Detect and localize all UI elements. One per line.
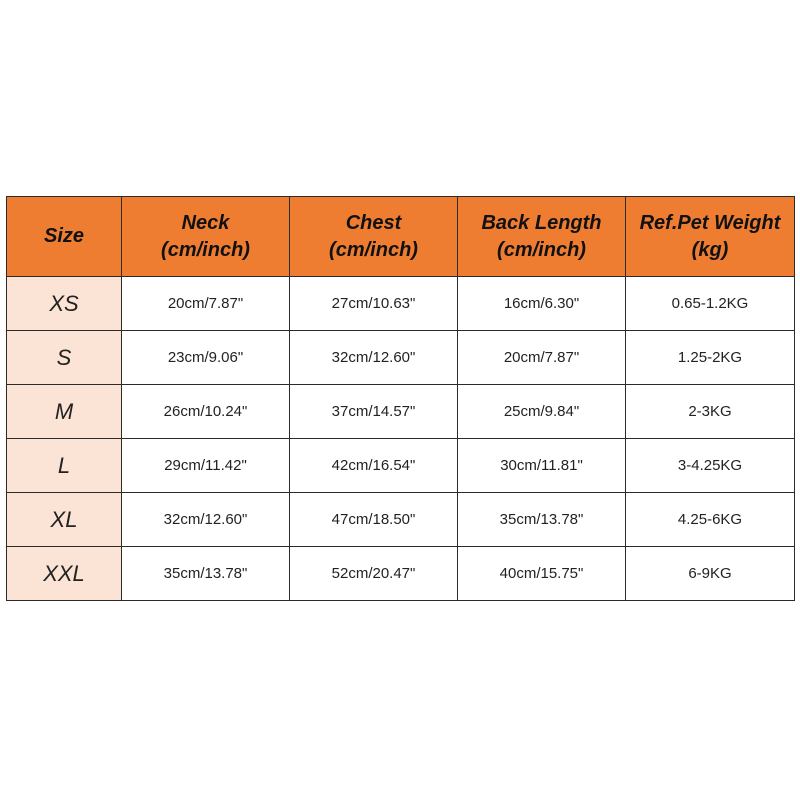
- weight-cell: 1.25-2KG: [626, 331, 795, 385]
- size-cell: XXL: [7, 547, 122, 601]
- header-label: Chest: [345, 211, 402, 234]
- header-unit: (cm/inch): [161, 238, 250, 261]
- header-back-length: [458, 197, 626, 277]
- size-cell: M: [7, 385, 122, 439]
- back-length-cell: 40cm/15.75": [458, 547, 626, 601]
- chest-cell: 52cm/20.47": [290, 547, 458, 601]
- chest-cell: 27cm/10.63": [290, 277, 458, 331]
- size-cell: L: [7, 439, 122, 493]
- neck-cell: 35cm/13.78": [122, 547, 290, 601]
- table-body: [7, 277, 795, 601]
- header-neck: [122, 197, 290, 277]
- weight-cell: 4.25-6KG: [626, 493, 795, 547]
- table-row: [7, 385, 795, 439]
- size-cell: XL: [7, 493, 122, 547]
- header-label: Neck: [181, 211, 230, 234]
- back-length-cell: 20cm/7.87": [458, 331, 626, 385]
- table-row: [7, 493, 795, 547]
- neck-cell: 29cm/11.42": [122, 439, 290, 493]
- chest-cell: 32cm/12.60": [290, 331, 458, 385]
- header-unit: (cm/inch): [497, 238, 586, 261]
- table-row: [7, 439, 795, 493]
- header-unit: (kg): [691, 238, 729, 261]
- table-header: [7, 197, 795, 277]
- neck-cell: 26cm/10.24": [122, 385, 290, 439]
- header-row: [7, 197, 795, 277]
- chest-cell: 37cm/14.57": [290, 385, 458, 439]
- chest-cell: 42cm/16.54": [290, 439, 458, 493]
- weight-cell: 0.65-1.2KG: [626, 277, 795, 331]
- weight-cell: 3-4.25KG: [626, 439, 795, 493]
- table-row: [7, 331, 795, 385]
- table-row: [7, 547, 795, 601]
- header-pet-weight: [626, 197, 795, 277]
- size-chart-table: [6, 196, 795, 601]
- header-unit: (cm/inch): [329, 238, 418, 261]
- header-label: Ref.Pet Weight: [639, 211, 781, 234]
- header-chest: [290, 197, 458, 277]
- neck-cell: 32cm/12.60": [122, 493, 290, 547]
- header-label: Back Length: [481, 211, 602, 234]
- weight-cell: 6-9KG: [626, 547, 795, 601]
- table-row: [7, 277, 795, 331]
- size-cell: S: [7, 331, 122, 385]
- neck-cell: 23cm/9.06": [122, 331, 290, 385]
- back-length-cell: 35cm/13.78": [458, 493, 626, 547]
- back-length-cell: 16cm/6.30": [458, 277, 626, 331]
- header-size: [7, 197, 122, 277]
- size-cell: XS: [7, 277, 122, 331]
- chest-cell: 47cm/18.50": [290, 493, 458, 547]
- back-length-cell: 30cm/11.81": [458, 439, 626, 493]
- weight-cell: 2-3KG: [626, 385, 795, 439]
- back-length-cell: 25cm/9.84": [458, 385, 626, 439]
- header-label: Size: [43, 225, 85, 247]
- neck-cell: 20cm/7.87": [122, 277, 290, 331]
